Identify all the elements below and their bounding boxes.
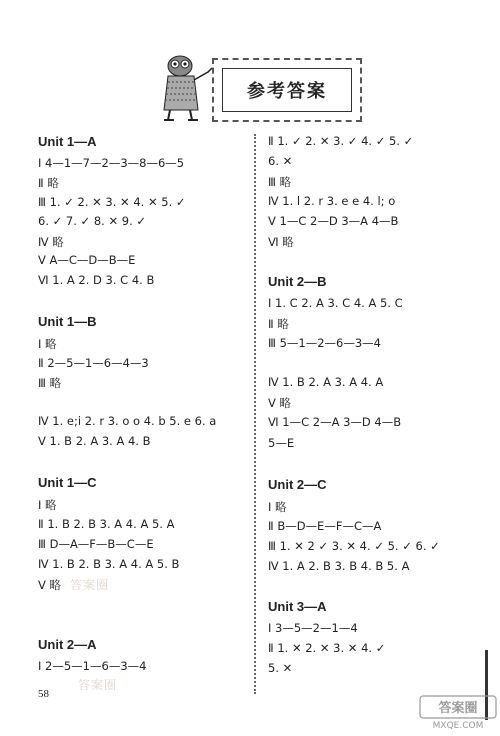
answer-line: Ⅳ 1. e;i 2. r 3. o o 4. b 5. e 6. a <box>38 414 217 428</box>
ink-stain: 答案圈 <box>78 678 118 692</box>
watermark-text: MXQE.COM <box>432 721 484 731</box>
answer-line: 5—E <box>268 436 295 450</box>
answer-line: Ⅴ 略 <box>38 578 62 592</box>
answer-line: Ⅴ A—C—D—B—E <box>38 253 136 267</box>
answer-line: Ⅳ 略 <box>38 235 64 249</box>
answer-line: Ⅱ 略 <box>268 317 289 331</box>
answer-line: Ⅲ D—A—F—B—C—E <box>38 537 154 551</box>
svg-text:答案圈: 答案圈 <box>438 701 478 716</box>
answer-line: Ⅰ 略 <box>38 337 57 351</box>
answer-line: Ⅲ 略 <box>268 175 292 189</box>
section-title: Unit 1—C <box>38 475 97 490</box>
answer-line: Ⅰ 4—1—7—2—3—8—6—5 <box>38 156 185 170</box>
answer-line: 6. ✓ 7. ✓ 8. ✕ 9. ✓ <box>38 214 147 228</box>
answer-line: Ⅴ 1. B 2. A 3. A 4. B <box>38 434 151 448</box>
answer-line: Ⅰ 略 <box>268 500 287 514</box>
answer-line: Ⅰ 1. C 2. A 3. C 4. A 5. C <box>268 296 403 310</box>
page-number: 58 <box>38 688 49 700</box>
section-title: Unit 2—A <box>38 637 97 652</box>
section-title: Unit 1—B <box>38 314 97 329</box>
answer-line: Ⅱ B—D—E—F—C—A <box>268 519 382 533</box>
ink-stain: 答案圈 <box>70 578 110 592</box>
answer-line: Ⅰ 2—5—1—6—3—4 <box>38 659 147 673</box>
answer-line: Ⅰ 3—5—2—1—4 <box>268 621 358 635</box>
answer-line: Ⅵ 略 <box>268 235 294 249</box>
watermark-logo-icon <box>418 694 498 732</box>
answer-line: 6. ✕ <box>268 154 293 168</box>
answer-line: Ⅲ 略 <box>38 376 62 390</box>
answer-line: Ⅲ 5—1—2—6—3—4 <box>268 336 381 350</box>
answer-line: Ⅳ 1. B 2. B 3. A 4. A 5. B <box>38 557 180 571</box>
section-title: Unit 2—B <box>268 274 327 289</box>
column-divider <box>254 134 256 694</box>
section-title: Unit 3—A <box>268 599 327 614</box>
section-title: Unit 2—C <box>268 477 327 492</box>
answer-line: Ⅵ 1—C 2—A 3—D 4—B <box>268 415 402 429</box>
title-frame <box>212 58 362 122</box>
answer-line: Ⅱ 2—5—1—6—4—3 <box>38 356 149 370</box>
answer-line: Ⅳ 1. A 2. B 3. B 4. B 5. A <box>268 559 410 573</box>
page-header <box>160 52 360 124</box>
answer-line: Ⅱ 略 <box>38 176 59 190</box>
answer-line: Ⅱ 1. ✕ 2. ✕ 3. ✕ 4. ✓ <box>268 641 386 655</box>
answer-line: Ⅱ 1. B 2. B 3. A 4. A 5. A <box>38 517 175 531</box>
answer-line: Ⅳ 1. B 2. A 3. A 4. A <box>268 375 384 389</box>
answer-line: Ⅳ 1. l 2. r 3. e e 4. l; o <box>268 194 396 208</box>
answer-line: Ⅴ 1—C 2—D 3—A 4—B <box>268 214 399 228</box>
answer-line: Ⅱ 1. ✓ 2. ✕ 3. ✓ 4. ✓ 5. ✓ <box>268 134 414 148</box>
section-title: Unit 1—A <box>38 134 97 149</box>
owl-mascot-icon <box>160 52 220 124</box>
answer-line: 5. ✕ <box>268 661 293 675</box>
answer-line: Ⅵ 1. A 2. D 3. C 4. B <box>38 273 155 287</box>
page-title: 参考答案 <box>247 81 327 102</box>
answer-line: Ⅲ 1. ✓ 2. ✕ 3. ✕ 4. ✕ 5. ✓ <box>38 195 186 209</box>
answer-line: Ⅲ 1. ✕ 2 ✓ 3. ✕ 4. ✓ 5. ✓ 6. ✓ <box>268 539 440 553</box>
answer-line: Ⅰ 略 <box>38 498 57 512</box>
answer-line: Ⅴ 略 <box>268 396 292 410</box>
